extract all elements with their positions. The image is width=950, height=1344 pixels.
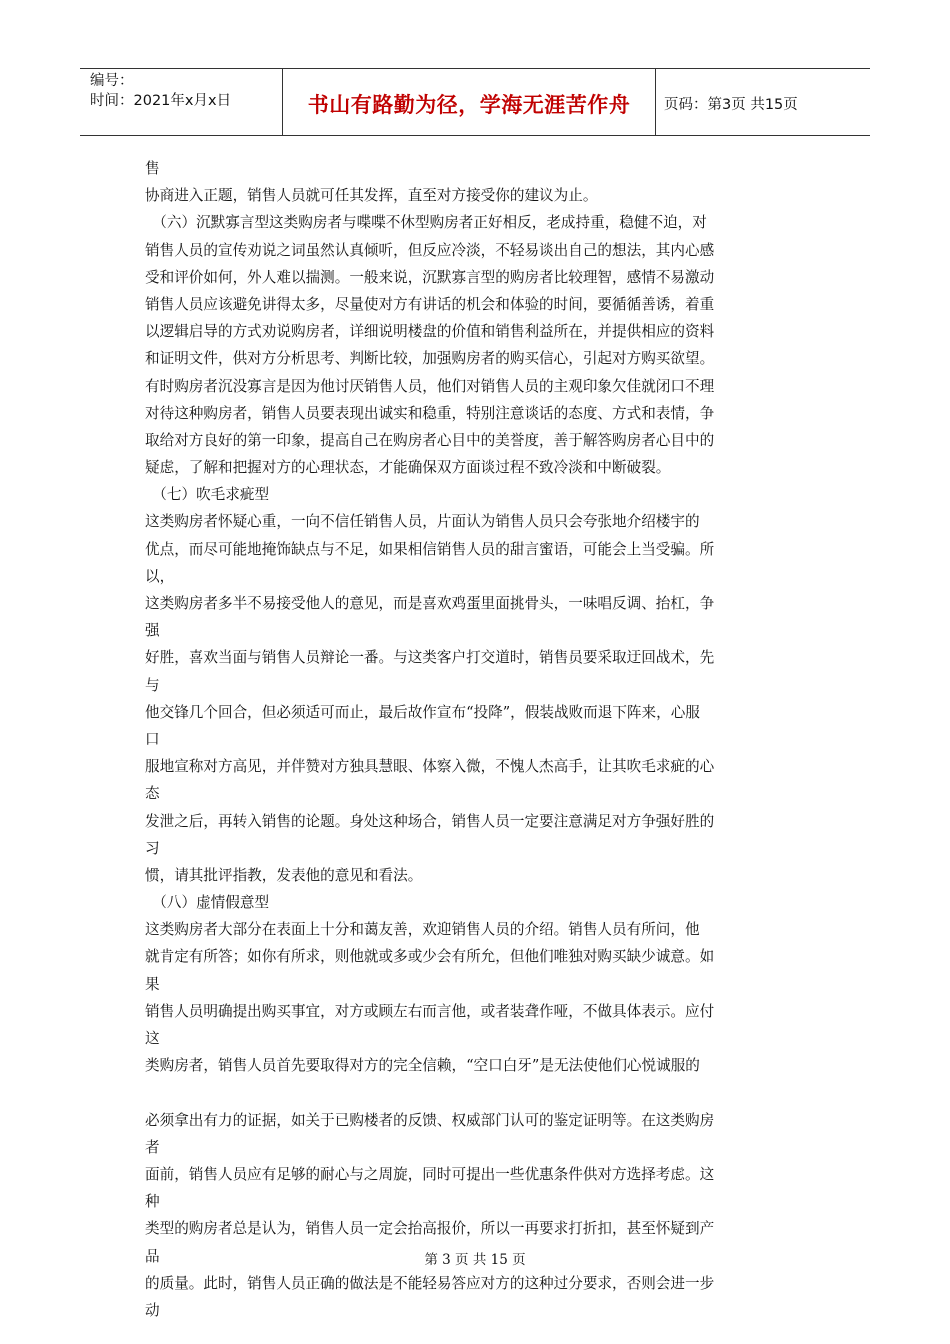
body-line: 类型的购房者总是认为，销售人员一定会抬高报价，所以一再要求打折扣，甚至怀疑到产 bbox=[145, 1220, 715, 1238]
body-line: 的质量。此时，销售人员正确的做法是不能轻易答应对方的这种过分要求，否则会进一步 bbox=[145, 1274, 715, 1292]
body-line: 取给对方良好的第一印象，提高自己在购房者心目中的美誉度，善于解答购房者心目中的 bbox=[145, 431, 715, 449]
body-line: 习 bbox=[145, 839, 160, 857]
page-header bbox=[80, 68, 870, 136]
body-line: 品 bbox=[145, 1247, 160, 1265]
body-line: （七）吹毛求疵型 bbox=[145, 486, 270, 504]
header-motto: 书山有路勤为径，学海无涯苦作舟 bbox=[283, 69, 656, 135]
body-line: 与 bbox=[145, 676, 160, 694]
body-line: 好胜，喜欢当面与销售人员辩论一番。与这类客户打交道时，销售员要采取迂回战术，先 bbox=[145, 649, 715, 667]
body-line: 动 bbox=[145, 1301, 160, 1319]
body-line: 有时购房者沉没寡言是因为他讨厌销售人员，他们对销售人员的主观印象欠佳就闭口不理 bbox=[145, 377, 715, 395]
body-line: 这 bbox=[145, 1030, 160, 1047]
body-line: 种 bbox=[145, 1193, 160, 1211]
body-line: 以逻辑启导的方式劝说购房者，详细说明楼盘的价值和销售利益所在，并提供相应的资料 bbox=[145, 323, 715, 341]
body-line: 果 bbox=[145, 975, 160, 993]
number-label: 编号： bbox=[90, 73, 134, 89]
body-line: 类购房者，销售人员首先要取得对方的完全信赖，“空口白牙”是无法使他们心悦诚服的 bbox=[145, 1057, 700, 1075]
body-line: 口 bbox=[145, 730, 160, 748]
body-line: 售 bbox=[145, 160, 160, 177]
body-line: 惯，请其批评指教，发表他的意见和看法。 bbox=[145, 866, 423, 884]
document-body bbox=[145, 155, 810, 1324]
body-line: 和证明文件，供对方分析思考、判断比较，加强购房者的购买信心，引起对方购买欲望。 bbox=[145, 350, 715, 368]
date-label: 时间：2021年x月x日 bbox=[90, 93, 232, 109]
body-line: （六）沉默寡言型这类购房者与喋喋不休型购房者正好相反，老成持重，稳健不迫，对 bbox=[145, 214, 707, 232]
body-line: 服地宣称对方高见，并伴赞对方独具慧眼、体察入微，不愧人杰高手，让其吹毛求疵的心 bbox=[145, 758, 715, 776]
header-page-label: 页码：第3页 共15页 bbox=[664, 96, 798, 113]
body-line: 优点，而尽可能地掩饰缺点与不足，如果相信销售人员的甜言蜜语，可能会上当受骗。所 bbox=[145, 540, 715, 558]
body-line: 销售人员明确提出购买事宜，对方或顾左右而言他，或者装聋作哑，不做具体表示。应付 bbox=[145, 1002, 715, 1020]
body-line: 态 bbox=[145, 785, 160, 803]
body-line: 面前，销售人员应有足够的耐心与之周旋，同时可提出一些优惠条件供对方选择考虑。这 bbox=[145, 1165, 715, 1183]
body-line: 销售人员的宣传劝说之词虽然认真倾听，但反应冷淡，不轻易谈出自己的想法，其内心感 bbox=[145, 241, 715, 259]
body-line bbox=[145, 1079, 810, 1106]
body-line: 者 bbox=[145, 1138, 160, 1156]
body-line: 对待这种购房者，销售人员要表现出诚实和稳重，特别注意谈话的态度、方式和表情，争 bbox=[145, 404, 715, 422]
body-line: 必须拿出有力的证据，如关于已购楼者的反馈、权威部门认可的鉴定证明等。在这类购房 bbox=[145, 1111, 715, 1129]
body-line: 这类购房者大部分在表面上十分和蔼友善，欢迎销售人员的介绍。销售人员有所问，他 bbox=[145, 921, 700, 939]
body-line: （八）虚情假意型 bbox=[145, 894, 270, 912]
body-line: 这类购房者多半不易接受他人的意见，而是喜欢鸡蛋里面挑骨头，一味唱反调、抬杠，争 bbox=[145, 595, 715, 612]
body-line: 发泄之后，再转入销售的论题。身处这种场合，销售人员一定要注意满足对方争强好胜的 bbox=[145, 812, 715, 830]
body-line: 疑虑，了解和把握对方的心理状态，才能确保双方面谈过程不致冷淡和中断破裂。 bbox=[145, 459, 671, 477]
body-line: 受和评价如何，外人难以揣测。一般来说，沉默寡言型的购房者比较理智，感情不易激动 bbox=[145, 268, 715, 286]
body-line: 协商进入正题，销售人员就可任其发挥，直至对方接受你的建议为止。 bbox=[145, 187, 598, 205]
page-footer: 第 3 页 共 15 页 bbox=[424, 1252, 526, 1268]
body-line: 销售人员应该避免讲得太多，尽量使对方有讲话的机会和体验的时间，要循循善诱，着重 bbox=[145, 295, 715, 313]
body-line: 就肯定有所答；如你有所求，则他就或多或少会有所允，但他们唯独对购买缺少诚意。如 bbox=[145, 948, 715, 966]
body-line: 以， bbox=[145, 567, 175, 585]
body-line: 这类购房者怀疑心重，一向不信任销售人员，片面认为销售人员只会夸张地介绍楼宇的 bbox=[145, 513, 700, 531]
body-line: 强 bbox=[145, 622, 160, 640]
header-meta bbox=[80, 69, 283, 135]
body-line: 他交锋几个回合，但必须适可而止，最后故作宣布“投降”，假装战败而退下阵来，心服 bbox=[145, 703, 700, 721]
